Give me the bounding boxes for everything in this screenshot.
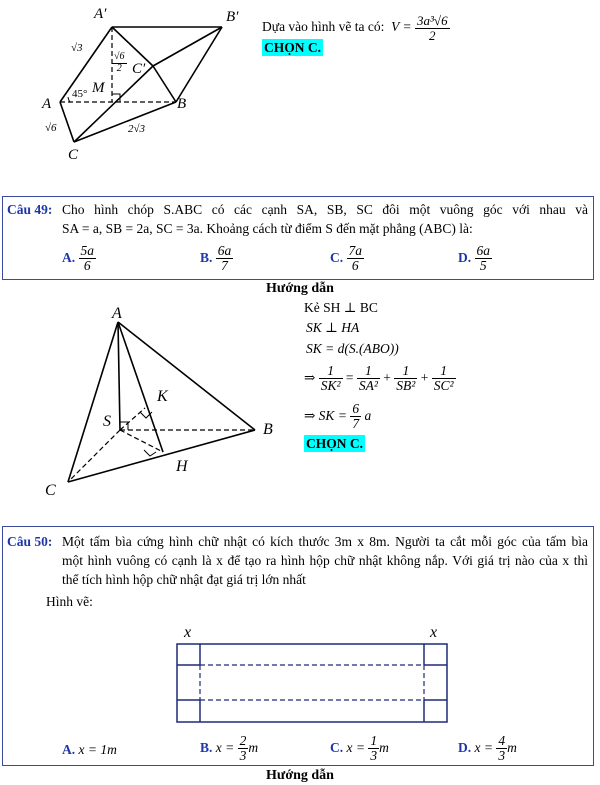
cardboard-figure	[170, 640, 460, 726]
q49-solution-line3: SK = d(S.(ABO))	[306, 341, 399, 356]
q50-option-b[interactable]: B. x = $\frac{2}{3}$ m	[200, 733, 259, 764]
q49-option-a[interactable]: A. $\frac{5a}{6}$	[62, 243, 94, 274]
question-49-line1: Cho hình chóp S.ABC có các cạnh SA, SB, SC đôi một vuông góc với nhau và	[62, 202, 588, 217]
q49-option-d[interactable]: D. $\frac{6a}{5}$	[458, 243, 490, 274]
question-49-line2: SA = a, SB = 2a, SC = 3a. Khoảng cách từ điểm S đến mặt phẳng (ABC) là:	[62, 221, 473, 236]
question-50-line2: một hình vuông có cạnh là x để tạo ra hình hộp chữ nhật không nắp. Với giá trị nào của x thì	[62, 553, 588, 568]
label-angle-45: 45°	[72, 88, 88, 100]
pyramid-label-B: B	[263, 421, 273, 438]
q49-choice: CHỌN C.	[306, 436, 363, 451]
label-B: B	[177, 96, 187, 112]
label-C: C	[68, 147, 79, 163]
pyramid-label-A: A	[112, 305, 122, 322]
question-50-line3: thể tích hình hộp chữ nhật đạt giá trị lớn nhất	[62, 572, 306, 587]
q49-solution-line1: Kẻ SH ⊥ BC	[304, 300, 378, 315]
top-choice: CHỌN C.	[264, 40, 321, 55]
question-50-hinhve: Hình vẽ:	[46, 594, 93, 609]
pyramid-label-S: S	[103, 413, 111, 430]
label-sqrt3: √3	[71, 42, 83, 54]
label-2sqrt3: 2√3	[128, 123, 146, 135]
question-50-number: Câu 50:	[7, 534, 53, 549]
q50-option-d[interactable]: D. x = $\frac{4}{3}$ m	[458, 733, 517, 764]
q49-option-c[interactable]: C. $\frac{7a}{6}$	[330, 243, 362, 274]
label-A-prime: A′	[94, 6, 107, 22]
q50-guide-title: Hướng dẫn	[266, 768, 334, 783]
label-B-prime: B′	[226, 9, 239, 25]
question-49-number: Câu 49:	[7, 202, 53, 217]
q49-solution-line5: ⇒ SK = $\frac{6}{7}$ a	[304, 401, 372, 432]
q50-label-x-right: x	[430, 624, 438, 641]
q49-option-b[interactable]: B. $\frac{6a}{7}$	[200, 243, 232, 274]
q49-guide-title: Hướng dẫn	[266, 281, 334, 296]
pyramid-label-K: K	[157, 388, 168, 405]
label-height-fraction: $\frac{√6}{2}$	[114, 51, 125, 74]
label-C-prime: C′	[132, 61, 146, 77]
pyramid-label-H: H	[176, 458, 188, 475]
label-A: A	[42, 96, 52, 112]
top-answer-line: Dựa vào hình vẽ ta có: V = $\frac{\text{3a³√6}}{2}$	[262, 13, 448, 43]
label-sqrt6: √6	[45, 122, 57, 134]
q50-option-c[interactable]: C. x = $\frac{1}{3}$ m	[330, 733, 389, 764]
q50-label-x-left: x	[184, 624, 192, 641]
q49-solution-line4: ⇒ $\frac{1}{\text{SK²}}$ = $\frac{1}{\text{SA²}}$ + $\frac{1}{\text{SB²}}$ + $\frac{1}{\text{SC²}}$	[304, 363, 454, 394]
q50-option-a[interactable]: A. x = 1m	[62, 742, 117, 757]
q49-solution-line2: SK ⊥ HA	[306, 320, 360, 335]
label-M: M	[92, 80, 105, 96]
pyramid-label-C: C	[45, 482, 56, 499]
question-50-line1: Một tấm bìa cứng hình chữ nhật có kích thước 3m x 8m. Người ta cắt mỗi góc của tấm bìa	[62, 534, 588, 549]
